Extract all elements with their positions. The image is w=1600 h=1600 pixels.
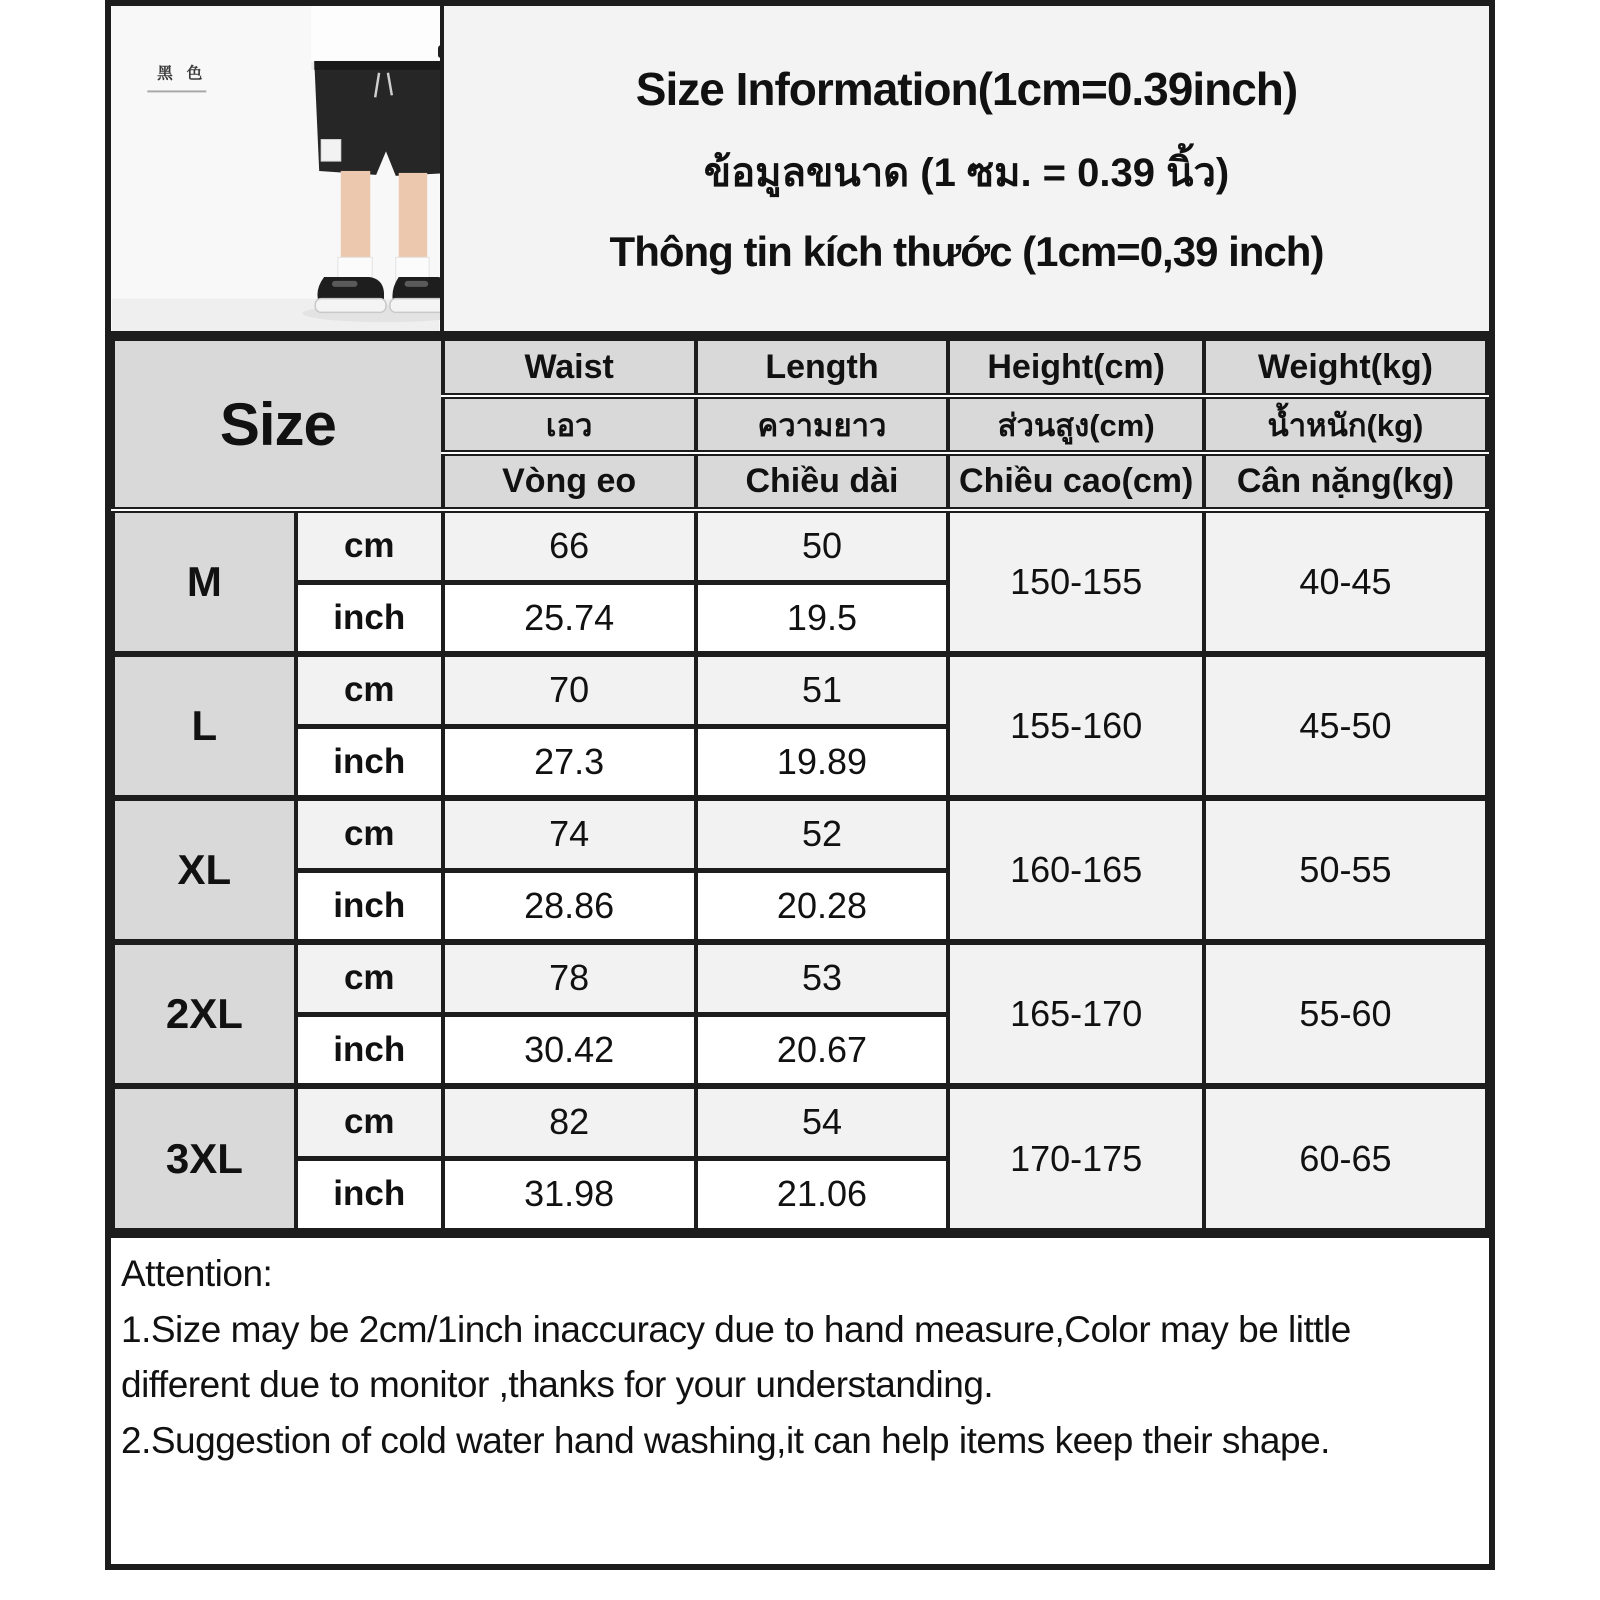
length-value: 20.28 [696,870,949,942]
col-header-height-th: ส่วนสูง(cm) [948,396,1204,453]
unit-cell: cm [296,510,443,582]
unit-cell: cm [296,942,443,1014]
waist-value: 28.86 [443,870,696,942]
weight-range: 55-60 [1204,942,1487,1086]
weight-range: 50-55 [1204,798,1487,942]
waist-value: 27.3 [443,726,696,798]
unit-cell: inch [296,726,443,798]
top-section [111,6,1489,337]
col-header-weight-en: Weight(kg) [1204,339,1487,396]
title-english: Size Information(1cm=0.39inch) [635,62,1298,115]
waist-value: 82 [443,1086,696,1158]
length-value: 20.67 [696,1014,949,1086]
size-chart-sheet [105,0,1495,1570]
waist-value: 78 [443,942,696,1014]
photo-color-label: 黑色 [157,65,217,83]
size-cell: XL [113,798,296,942]
product-photo [111,6,444,331]
title-block [444,6,1489,331]
product-photo-illustration [111,6,440,331]
height-range: 150-155 [948,510,1204,654]
length-value: 54 [696,1086,949,1158]
height-range: 160-165 [948,798,1204,942]
length-value: 19.89 [696,726,949,798]
length-value: 51 [696,654,949,726]
col-header-length-th: ความยาว [696,396,949,453]
title-thai: ข้อมูลขนาด (1 ซม. = 0.39 นิ้ว) [703,150,1230,195]
waist-value: 66 [443,510,696,582]
col-header-waist-th: เอว [443,396,696,453]
size-header-cell: Size [113,339,443,510]
table-row-xl-cm [113,798,1487,870]
length-value: 19.5 [696,582,949,654]
waist-value: 74 [443,798,696,870]
height-range: 165-170 [948,942,1204,1086]
attention-heading: Attention: [121,1253,273,1294]
unit-cell: cm [296,1086,443,1158]
height-range: 155-160 [948,654,1204,798]
col-header-length-en: Length [696,339,949,396]
size-table [111,337,1489,1232]
table-row-m-cm [113,510,1487,582]
col-header-height-en: Height(cm) [948,339,1204,396]
waist-value: 31.98 [443,1158,696,1230]
col-header-length-vi: Chiều dài [696,453,949,510]
size-cell: 3XL [113,1086,296,1230]
col-header-height-vi: Chiều cao(cm) [948,453,1204,510]
length-value: 53 [696,942,949,1014]
unit-cell: cm [296,654,443,726]
waist-value: 70 [443,654,696,726]
length-value: 21.06 [696,1158,949,1230]
length-value: 52 [696,798,949,870]
col-header-waist-en: Waist [443,339,696,396]
unit-cell: inch [296,1158,443,1230]
length-value: 50 [696,510,949,582]
weight-range: 60-65 [1204,1086,1487,1230]
photo-label-underline [147,90,206,92]
size-cell: L [113,654,296,798]
header-row-english [113,339,1487,396]
table-row-l-cm [113,654,1487,726]
attention-section [111,1232,1489,1564]
col-header-waist-vi: Vòng eo [443,453,696,510]
weight-range: 40-45 [1204,510,1487,654]
size-cell: 2XL [113,942,296,1086]
size-table-header [113,339,1487,510]
waist-value: 25.74 [443,582,696,654]
weight-range: 45-50 [1204,654,1487,798]
table-row-2xl-cm [113,942,1487,1014]
attention-note-2: 2.Suggestion of cold water hand washing,it can help items keep their shape. [121,1419,1330,1461]
height-range: 170-175 [948,1086,1204,1230]
size-cell: M [113,510,296,654]
attention-note-1: 1.Size may be 2cm/1inch inaccuracy due to hand measure,Color may be little different due to monitor ,thanks for your understanding. [121,1308,1351,1405]
unit-cell: inch [296,870,443,942]
title-vietnamese: Thông tin kích thước (1cm=0,39 inch) [609,227,1324,275]
unit-cell: inch [296,582,443,654]
col-header-weight-th: น้ำหนัก(kg) [1204,396,1487,453]
col-header-weight-vi: Cân nặng(kg) [1204,453,1487,510]
unit-cell: inch [296,1014,443,1086]
table-row-3xl-cm [113,1086,1487,1158]
unit-cell: cm [296,798,443,870]
waist-value: 30.42 [443,1014,696,1086]
